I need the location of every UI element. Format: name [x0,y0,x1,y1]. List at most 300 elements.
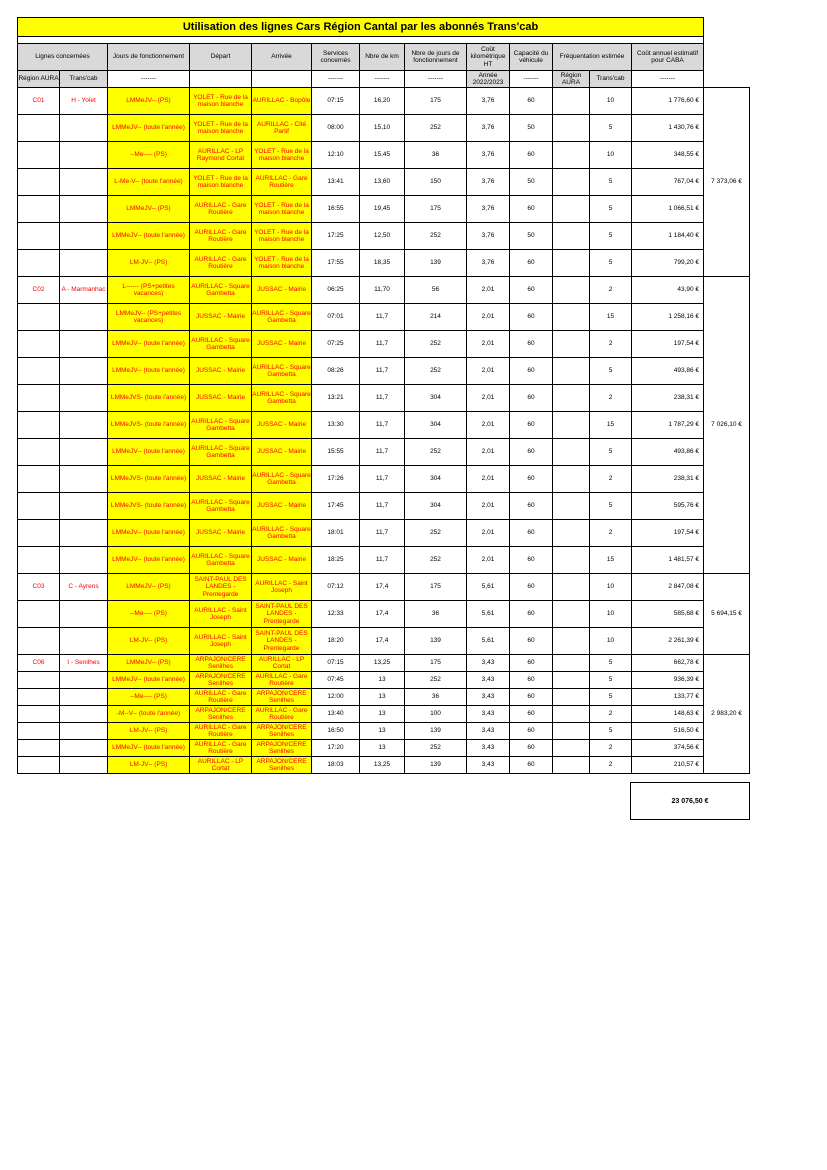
cell-depart: AURILLAC - Saint Joseph [190,601,252,628]
cell-service-time: 13:30 [312,412,360,439]
cell-service-time: 17:20 [312,740,360,757]
header-lignes: Lignes concernées [18,44,108,71]
cell-km: 11,7 [360,520,405,547]
cell-cout-annuel: 595,76 € [632,493,704,520]
cell-nb-jours: 252 [405,331,467,358]
cell-freq-region [553,115,590,142]
cell-capacite: 60 [510,547,553,574]
cell-freq-region [553,547,590,574]
cell-capacite: 60 [510,672,553,689]
cell-freq-region [553,169,590,196]
cell-km: 13,25 [360,655,405,672]
cell-arrivee: JUSSAC - Mairie [252,547,312,574]
cell-depart: JUSSAC - Mairie [190,466,252,493]
cell-km: 17,4 [360,574,405,601]
cell-jours: LMMeJV-- (PS+petites vacances) [108,304,190,331]
cell-km: 12,50 [360,223,405,250]
cell-region-code [18,628,60,655]
cell-depart: SAINT-PAUL DES LANDES - Prentegarde [190,574,252,601]
cell-km: 11,7 [360,547,405,574]
cell-nb-jours: 304 [405,385,467,412]
cell-km: 13 [360,723,405,740]
cell-arrivee: AURILLAC - LP Cortat [252,655,312,672]
cell-region-code [18,672,60,689]
cell-cout-km: 2,01 [467,358,510,385]
cell-freq-region [553,740,590,757]
cell-service-time: 17:45 [312,493,360,520]
cell-capacite: 60 [510,740,553,757]
subheader-annee: Année 2022/2023 [467,71,510,88]
cell-nb-jours: 252 [405,223,467,250]
cell-transcab-line: H - Yolet [60,88,108,115]
cell-depart: YOLET - Rue de la maison blanche [190,88,252,115]
cell-transcab-line [60,250,108,277]
cell-freq-transcab: 2 [590,277,632,304]
cell-km: 17,4 [360,601,405,628]
cell-transcab-line [60,385,108,412]
cell-freq-transcab: 10 [590,142,632,169]
cell-capacite: 60 [510,277,553,304]
cell-freq-region [553,304,590,331]
cell-arrivee: ARPAJON/CERE Senilhes [252,740,312,757]
cell-depart: JUSSAC - Mairie [190,304,252,331]
cell-arrivee: ARPAJON/CERE Senilhes [252,723,312,740]
cell-freq-region [553,277,590,304]
cell-cout-annuel: 1 258,16 € [632,304,704,331]
cell-capacite: 60 [510,358,553,385]
cell-cout-km: 3,43 [467,706,510,723]
cell-km: 13,25 [360,757,405,774]
cell-service-time: 16:55 [312,196,360,223]
cell-freq-transcab: 5 [590,723,632,740]
cell-freq-region [553,223,590,250]
cell-freq-transcab: 5 [590,689,632,706]
cell-nb-jours: 175 [405,88,467,115]
cell-transcab-line [60,689,108,706]
cell-capacite: 60 [510,493,553,520]
cell-freq-region [553,672,590,689]
table-row [18,740,750,757]
cell-cout-annuel: 2 847,08 € [632,574,704,601]
cell-depart: YOLET - Rue de la maison blanche [190,115,252,142]
grand-total-box [630,782,750,820]
cell-freq-region [553,655,590,672]
cell-depart: AURILLAC - Square Gambetta [190,277,252,304]
cell-freq-transcab: 5 [590,250,632,277]
cell-km: 11,7 [360,412,405,439]
cell-arrivee: JUSSAC - Mairie [252,439,312,466]
cell-jours: LMMeJV-- (PS) [108,655,190,672]
cell-service-time: 17:55 [312,250,360,277]
table-row [18,250,750,277]
cell-service-time: 18:01 [312,520,360,547]
cell-depart: AURILLAC - Gare Routière [190,196,252,223]
cell-cout-km: 3,43 [467,655,510,672]
cell-capacite: 60 [510,304,553,331]
cell-cout-km: 2,01 [467,412,510,439]
cell-region-code [18,223,60,250]
cell-region-code [18,689,60,706]
cell-cout-km: 3,43 [467,672,510,689]
cell-nb-jours: 175 [405,655,467,672]
cell-cout-annuel: 1 776,60 € [632,88,704,115]
cell-region-code [18,706,60,723]
cell-transcab-line [60,331,108,358]
table-row [18,277,750,304]
cell-km: 11,7 [360,304,405,331]
cell-service-time: 18:03 [312,757,360,774]
table-row [18,385,750,412]
cell-region-code: C02 [18,277,60,304]
cell-arrivee: ARPAJON/CERE Senilhes [252,689,312,706]
cell-freq-region [553,439,590,466]
cell-region-code [18,358,60,385]
cell-jours: LM-JV-- (PS) [108,250,190,277]
cell-freq-region [553,412,590,439]
cell-km: 13 [360,706,405,723]
cell-region-code [18,115,60,142]
cell-nb-jours: 36 [405,142,467,169]
cell-nb-jours: 139 [405,250,467,277]
cell-depart: YOLET - Rue de la maison blanche [190,169,252,196]
header-arrivee: Arrivée [252,44,312,71]
subheader-dash: ------- [405,71,467,88]
cell-region-code [18,493,60,520]
cell-cout-annuel: 374,56 € [632,740,704,757]
cell-cout-annuel: 799,20 € [632,250,704,277]
cell-km: 15,45 [360,142,405,169]
cell-freq-transcab: 5 [590,223,632,250]
cell-arrivee: AURILLAC - Square Gambetta [252,304,312,331]
cell-arrivee: SAINT-PAUL DES LANDES - Prentegarde [252,601,312,628]
table-row [18,466,750,493]
cell-cout-annuel: 197,54 € [632,520,704,547]
cell-region-code [18,740,60,757]
cell-cout-km: 5,61 [467,628,510,655]
cell-arrivee: AURILLAC - Square Gambetta [252,385,312,412]
cell-service-time: 15:55 [312,439,360,466]
cell-arrivee: AURILLAC - Gare Routière [252,169,312,196]
cell-cout-annuel: 1 066,51 € [632,196,704,223]
cell-transcab-line [60,706,108,723]
table-row [18,655,750,672]
header-nb-jours: Nbre de jours de fonctionnement [405,44,467,71]
cell-jours: LMMeJV-- (toute l'année) [108,672,190,689]
cell-service-time: 08:26 [312,358,360,385]
cell-arrivee: JUSSAC - Mairie [252,412,312,439]
cell-km: 17,4 [360,628,405,655]
cell-arrivee: JUSSAC - Mairie [252,331,312,358]
cell-freq-transcab: 2 [590,740,632,757]
cell-cout-annuel: 767,04 € [632,169,704,196]
table-row [18,574,750,601]
cell-depart: AURILLAC - Gare Routière [190,689,252,706]
cell-depart: AURILLAC - Square Gambetta [190,493,252,520]
cell-freq-region [553,706,590,723]
cell-freq-region [553,601,590,628]
table-row [18,628,750,655]
header-jours: Jours de fonctionnement [108,44,190,71]
cell-freq-region [553,88,590,115]
cell-service-time: 17:25 [312,223,360,250]
cell-freq-region [553,142,590,169]
cell-transcab-line [60,142,108,169]
table-row [18,757,750,774]
cell-jours: LMMeJV-- (PS) [108,196,190,223]
header-cout-km: Coût kilométrique HT [467,44,510,71]
cell-transcab-line [60,547,108,574]
cell-region-code [18,250,60,277]
cell-region-code [18,466,60,493]
cell-freq-region [553,331,590,358]
cell-transcab-line [60,723,108,740]
cell-depart: AURILLAC - Gare Routière [190,223,252,250]
cell-service-time: 13:40 [312,706,360,723]
cell-region-code [18,304,60,331]
cell-cout-km: 3,76 [467,88,510,115]
cell-nb-jours: 304 [405,412,467,439]
cell-jours: L------ (PS+petites vacances) [108,277,190,304]
cell-service-time: 07:15 [312,655,360,672]
cell-transcab-line [60,115,108,142]
cell-freq-transcab: 2 [590,385,632,412]
cell-jours: LMMeJV-- (toute l'année) [108,439,190,466]
cell-transcab-line [60,520,108,547]
cell-cout-annuel: 133,77 € [632,689,704,706]
cell-nb-jours: 175 [405,574,467,601]
cell-arrivee: JUSSAC - Mairie [252,493,312,520]
cell-service-time: 17:26 [312,466,360,493]
cell-cout-annuel: 210,57 € [632,757,704,774]
cell-freq-region [553,628,590,655]
table-row [18,358,750,385]
table-row [18,142,750,169]
cell-jours: --Me---- (PS) [108,601,190,628]
cell-transcab-line [60,169,108,196]
table-row [18,520,750,547]
cell-cout-annuel: 197,54 € [632,331,704,358]
cell-arrivee: AURILLAC - Square Gambetta [252,466,312,493]
cell-jours: LMMeJVS- (toute l'année) [108,466,190,493]
cell-depart: AURILLAC - Saint Joseph [190,628,252,655]
cell-cout-annuel: 1 430,76 € [632,115,704,142]
cell-nb-jours: 252 [405,740,467,757]
cell-arrivee: SAINT-PAUL DES LANDES - Prentegarde [252,628,312,655]
cell-transcab-line: A - Marmanhac [60,277,108,304]
cell-transcab-line [60,196,108,223]
cell-km: 13,60 [360,169,405,196]
cell-nb-jours: 304 [405,466,467,493]
cell-jours: LMMeJV-- (toute l'année) [108,358,190,385]
cell-arrivee: AURILLAC - Saint Joseph [252,574,312,601]
cell-cout-km: 5,61 [467,601,510,628]
cell-region-code: C01 [18,88,60,115]
cell-region-code [18,439,60,466]
cell-km: 13 [360,689,405,706]
cell-arrivee: AURILLAC - Cité Parlif [252,115,312,142]
cell-capacite: 60 [510,385,553,412]
cell-nb-jours: 175 [405,196,467,223]
cell-cout-km: 2,01 [467,547,510,574]
cell-capacite: 60 [510,601,553,628]
cell-arrivee: JUSSAC - Mairie [252,277,312,304]
cell-freq-transcab: 2 [590,706,632,723]
cell-region-code: C03 [18,574,60,601]
table-row [18,412,750,439]
cell-service-time: 12:10 [312,142,360,169]
cell-transcab-line [60,601,108,628]
cell-depart: ARPAJON/CERE Senilhes [190,655,252,672]
cell-nb-jours: 252 [405,520,467,547]
cell-jours: LM-JV-- (PS) [108,723,190,740]
cell-depart: AURILLAC - Square Gambetta [190,331,252,358]
cell-transcab-line [60,439,108,466]
cell-capacite: 50 [510,223,553,250]
cell-capacite: 50 [510,115,553,142]
cell-km: 15,10 [360,115,405,142]
cell-freq-region [553,493,590,520]
cell-freq-transcab: 10 [590,88,632,115]
cell-nb-jours: 36 [405,689,467,706]
cell-cout-km: 5,61 [467,574,510,601]
subheader-dash: ------- [312,71,360,88]
cell-jours: LMMeJV-- (toute l'année) [108,520,190,547]
cell-cout-annuel: 585,68 € [632,601,704,628]
table-row [18,304,750,331]
cell-transcab-line [60,672,108,689]
cell-freq-transcab: 10 [590,574,632,601]
cell-region-code [18,601,60,628]
header-frequentation: Fréquentation estimée [553,44,632,71]
cell-depart: AURILLAC - Square Gambetta [190,412,252,439]
table-row [18,601,750,628]
cell-arrivee: YOLET - Rue de la maison blanche [252,250,312,277]
cell-cout-km: 2,01 [467,304,510,331]
cell-service-time: 18:25 [312,547,360,574]
cell-cout-annuel: 1 184,40 € [632,223,704,250]
cell-depart: AURILLAC - Gare Routière [190,740,252,757]
cell-capacite: 60 [510,439,553,466]
cell-transcab-line: I - Senilhes [60,655,108,672]
cell-transcab-line [60,466,108,493]
cell-capacite: 60 [510,706,553,723]
cell-cout-km: 3,43 [467,757,510,774]
table-row [18,439,750,466]
cell-transcab-line [60,740,108,757]
group-total: 2 983,20 € [704,655,750,774]
cell-cout-km: 3,43 [467,689,510,706]
cell-cout-annuel: 238,31 € [632,466,704,493]
header-km: Nbre de km [360,44,405,71]
cell-cout-annuel: 1 787,29 € [632,412,704,439]
cell-service-time: 13:21 [312,385,360,412]
cell-transcab-line [60,757,108,774]
cell-cout-km: 3,76 [467,196,510,223]
table-row [18,331,750,358]
subheader-transcab: Trans'cab [590,71,632,88]
cell-region-code [18,412,60,439]
cell-depart: JUSSAC - Mairie [190,385,252,412]
cell-freq-transcab: 5 [590,196,632,223]
table-row [18,88,750,115]
cell-nb-jours: 139 [405,723,467,740]
subheader-region: Région AURA [553,71,590,88]
cell-freq-region [553,689,590,706]
table-row [18,169,750,196]
cell-capacite: 60 [510,142,553,169]
cell-jours: LMMeJV-- (toute l'année) [108,331,190,358]
cell-capacite: 60 [510,628,553,655]
cell-nb-jours: 252 [405,358,467,385]
subheader-dash: ------- [108,71,190,88]
cell-arrivee: YOLET - Rue de la maison blanche [252,196,312,223]
cell-service-time: 12:33 [312,601,360,628]
cell-jours: LM-JV-- (PS) [108,628,190,655]
cell-km: 11,7 [360,385,405,412]
table-row [18,672,750,689]
cell-cout-annuel: 238,31 € [632,385,704,412]
grand-total-value: 23 076,50 € [671,797,709,805]
cell-cout-annuel: 2 261,39 € [632,628,704,655]
subheader-dash: ------- [632,71,704,88]
cell-service-time: 07:01 [312,304,360,331]
cell-capacite: 50 [510,169,553,196]
group-total: 7 026,10 € [704,277,750,574]
cell-cout-km: 2,01 [467,385,510,412]
cell-freq-transcab: 2 [590,757,632,774]
cell-nb-jours: 150 [405,169,467,196]
header-services: Services concernés [312,44,360,71]
table-row [18,706,750,723]
cell-cout-annuel: 936,39 € [632,672,704,689]
cell-capacite: 60 [510,723,553,740]
cell-jours: --Me---- (PS) [108,689,190,706]
cell-cout-km: 2,01 [467,493,510,520]
cell-depart: JUSSAC - Mairie [190,520,252,547]
cell-region-code [18,723,60,740]
cell-service-time: 18:20 [312,628,360,655]
cell-freq-transcab: 15 [590,304,632,331]
cell-nb-jours: 214 [405,304,467,331]
cell-cout-km: 3,76 [467,169,510,196]
cell-cout-km: 2,01 [467,439,510,466]
cell-capacite: 60 [510,655,553,672]
cell-jours: LMMeJV-- (toute l'année) [108,740,190,757]
cell-transcab-line [60,304,108,331]
cell-freq-transcab: 5 [590,655,632,672]
cell-cout-km: 2,01 [467,277,510,304]
cell-jours: LMMeJV-- (PS) [108,88,190,115]
cell-cout-annuel: 348,55 € [632,142,704,169]
cell-depart: ARPAJON/CERE Senilhes [190,672,252,689]
cell-depart: AURILLAC - Gare Routière [190,250,252,277]
cell-depart: JUSSAC - Mairie [190,358,252,385]
cell-km: 11,7 [360,439,405,466]
cell-cout-km: 3,43 [467,740,510,757]
cell-km: 13 [360,740,405,757]
cell-capacite: 60 [510,88,553,115]
cell-jours: -M--V-- (toute l'année) [108,706,190,723]
cell-freq-region [553,723,590,740]
cell-transcab-line [60,628,108,655]
cell-service-time: 07:15 [312,88,360,115]
cell-service-time: 07:45 [312,672,360,689]
cell-transcab-line [60,223,108,250]
cell-depart: AURILLAC - LP Cortat [190,757,252,774]
cell-region-code [18,547,60,574]
cell-freq-region [553,466,590,493]
table-row [18,196,750,223]
